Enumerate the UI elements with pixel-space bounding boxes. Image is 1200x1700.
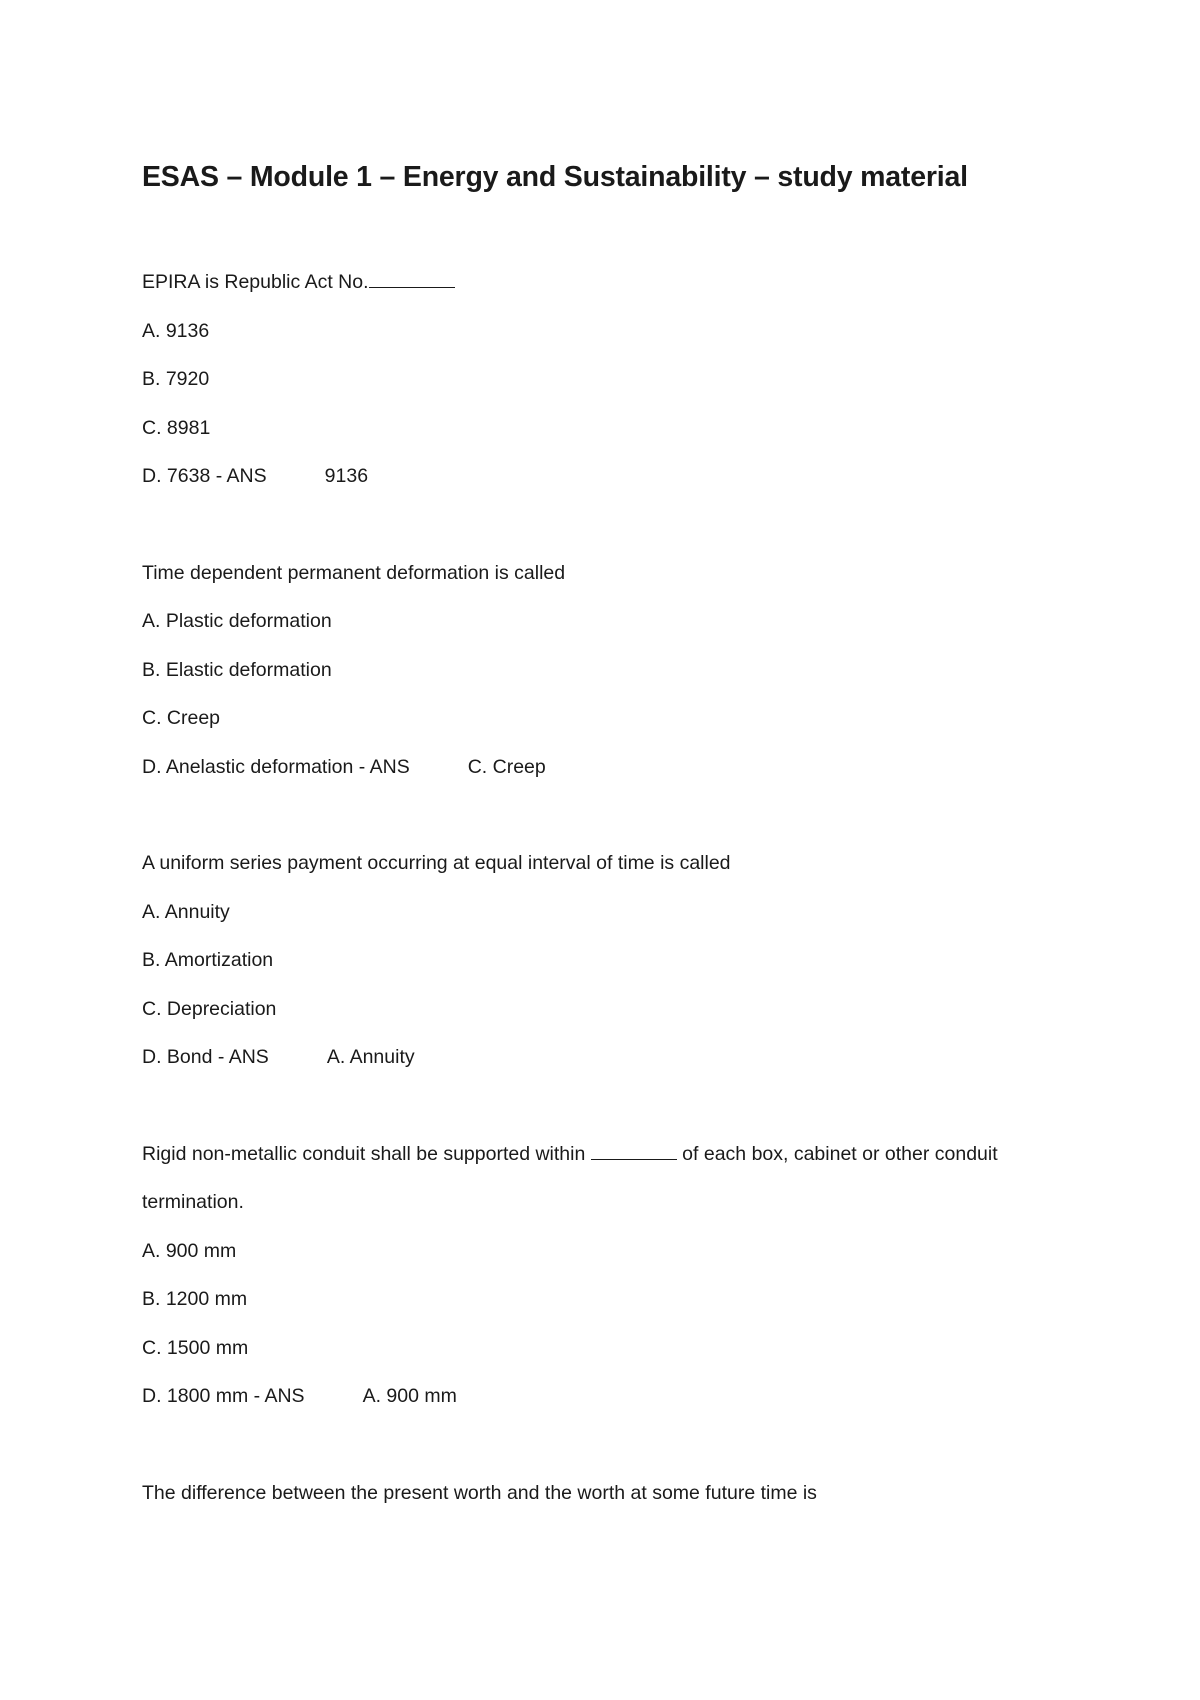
question-prompt: Rigid non-metallic conduit shall be supported within [142, 1142, 586, 1165]
option-b: B. Amortization [142, 949, 274, 971]
option-c: C. Creep [142, 707, 221, 729]
question-2 [142, 549, 1062, 792]
option-c: C. Depreciation [142, 997, 277, 1020]
question-3 [142, 839, 1062, 1082]
question-prompt: EPIRA is Republic Act No. [142, 271, 369, 293]
document-body [142, 152, 1062, 1517]
question-text: The difference between the present worth and the worth at some future time is [142, 1481, 817, 1504]
question-text: Time dependent permanent deformation is called [142, 561, 566, 584]
document-title: ESAS – Module 1 – Energy and Sustainability – study material [142, 161, 968, 193]
answer-blank [369, 271, 455, 288]
answer-text: 9136 [324, 465, 369, 487]
option-b: B. Elastic deformation [142, 658, 332, 681]
option-d-with-answer [142, 743, 1062, 792]
question-text: A uniform series payment occurring at equal interval of time is called [142, 852, 731, 874]
answer-text: A. 900 mm [362, 1385, 457, 1407]
question-1 [142, 258, 1062, 501]
option-b: B. 7920 [142, 368, 210, 390]
question-text [142, 258, 1062, 307]
option-d: D. Anelastic deformation - ANS [142, 755, 410, 778]
answer-text: C. Creep [467, 755, 546, 778]
option-d: D. 7638 - ANS [142, 465, 267, 487]
question-5 [142, 1469, 1062, 1518]
question-4 [142, 1130, 1062, 1421]
option-d-with-answer [142, 452, 1062, 501]
option-a: A. Plastic deformation [142, 610, 332, 632]
option-c: C. 1500 mm [142, 1336, 249, 1359]
question-prompt-continued: of each box, cabinet or other conduit termination. [142, 1142, 998, 1213]
option-d: D. Bond - ANS [142, 1046, 269, 1068]
answer-blank [591, 1143, 677, 1160]
question-text [142, 1130, 1042, 1227]
option-a: A. 900 mm [142, 1239, 237, 1262]
option-c: C. 8981 [142, 416, 211, 439]
option-d-with-answer [142, 1372, 1062, 1421]
option-b: B. 1200 mm [142, 1288, 248, 1310]
option-d: D. 1800 mm - ANS [142, 1385, 305, 1407]
option-d-with-answer [142, 1033, 1062, 1082]
answer-text: A. Annuity [326, 1046, 415, 1068]
option-a: A. Annuity [142, 900, 230, 923]
option-a: A. 9136 [142, 319, 210, 342]
